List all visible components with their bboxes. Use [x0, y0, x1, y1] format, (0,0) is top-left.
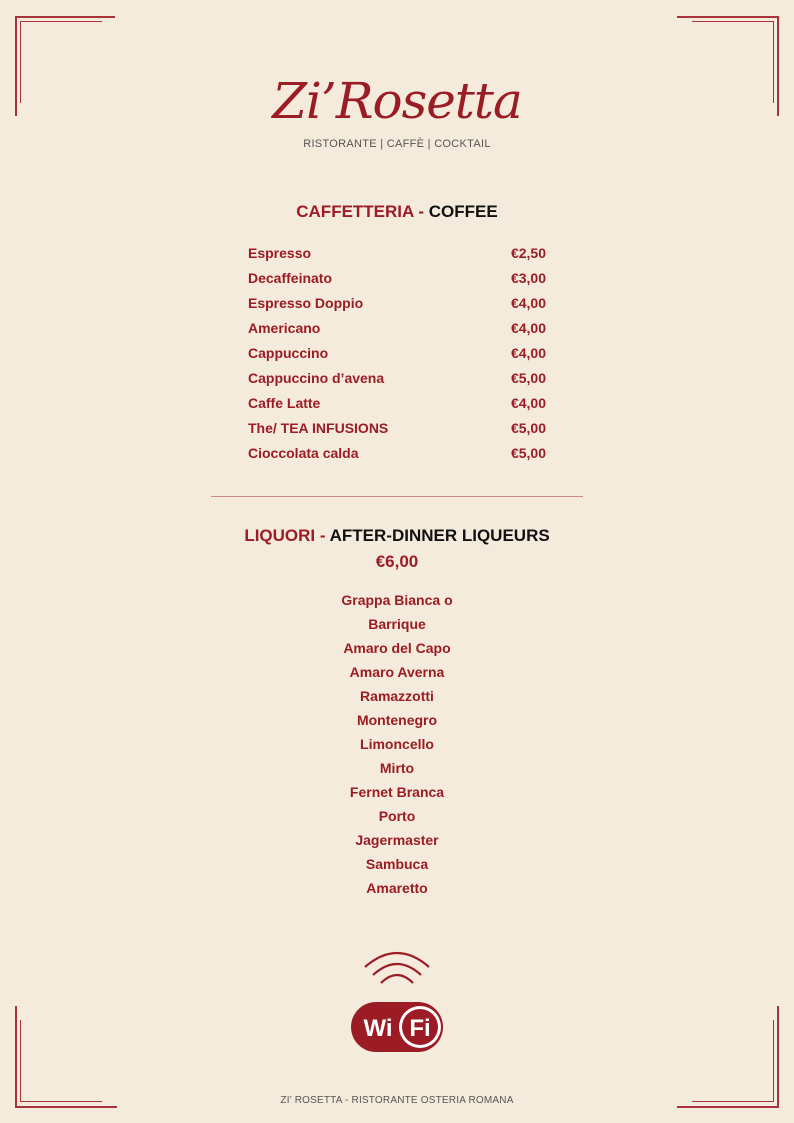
list-item: Jagermaster	[355, 832, 439, 848]
menu-item-price: €5,00	[510, 370, 546, 386]
liqueurs-title-english: AFTER-DINNER LIQUEURS	[329, 526, 550, 545]
coffee-section-title	[0, 202, 794, 222]
liqueurs-list	[0, 589, 794, 901]
menu-item-price: €5,00	[510, 445, 546, 461]
list-item: Ramazzotti	[360, 688, 434, 704]
coffee-title-italian: CAFFETTERIA -	[296, 202, 429, 221]
list-item: Fernet Branca	[349, 784, 445, 800]
menu-item	[248, 392, 546, 417]
menu-item	[248, 292, 546, 317]
menu-item	[248, 367, 546, 392]
list-item: Amaretto	[366, 880, 428, 896]
menu-item-name: Cioccolata calda	[248, 445, 359, 461]
menu-item-price: €4,00	[510, 320, 546, 336]
menu-item-price: €5,00	[510, 420, 546, 436]
menu-item-name: Cappuccino d’avena	[248, 370, 385, 386]
menu-item	[248, 242, 546, 267]
liqueurs-section-title	[0, 526, 794, 546]
list-item: Barrique	[368, 616, 426, 632]
brand-logo: Zi’Rosetta	[272, 72, 522, 130]
list-item: Mirto	[379, 760, 415, 776]
section-divider	[211, 496, 583, 497]
list-item: Limoncello	[360, 736, 434, 752]
menu-item-price: €2,50	[510, 245, 546, 261]
brand-tagline: RISTORANTE | CAFFÈ | COCKTAIL	[303, 138, 491, 150]
wifi-text-right: Fi	[409, 1015, 431, 1042]
liqueurs-price: €6,00	[375, 552, 419, 571]
menu-item	[248, 342, 546, 367]
menu-item-price: €4,00	[510, 345, 546, 361]
liqueurs-title-italian: LIQUORI -	[244, 526, 330, 545]
menu-item-price: €4,00	[510, 295, 546, 311]
list-item: Porto	[378, 808, 416, 824]
menu-item-price: €3,00	[510, 270, 546, 286]
menu-item	[248, 417, 546, 442]
page-footer: ZI’ ROSETTA - RISTORANTE OSTERIA ROMANA	[280, 1095, 514, 1106]
list-item: Sambuca	[365, 856, 429, 872]
menu-item-price: €4,00	[510, 395, 546, 411]
menu-item-name: Espresso	[248, 245, 312, 261]
menu-item	[248, 267, 546, 292]
menu-item-name: Americano	[248, 320, 321, 336]
wifi-icon	[347, 945, 447, 1060]
coffee-menu-list	[248, 242, 546, 467]
menu-item-name: Caffe Latte	[248, 395, 321, 411]
menu-item	[248, 442, 546, 467]
list-item: Grappa Bianca o	[341, 592, 453, 608]
list-item: Amaro Averna	[349, 664, 445, 680]
menu-item-name: Cappuccino	[248, 345, 329, 361]
coffee-title-english: COFFEE	[428, 202, 498, 221]
wifi-text-left: Wi	[363, 1015, 393, 1042]
list-item: Amaro del Capo	[343, 640, 451, 656]
menu-item-name: The/ TEA INFUSIONS	[248, 420, 389, 436]
menu-item-name: Espresso Doppio	[248, 295, 364, 311]
menu-item	[248, 317, 546, 342]
menu-item-name: Decaffeinato	[248, 270, 333, 286]
list-item: Montenegro	[356, 712, 438, 728]
